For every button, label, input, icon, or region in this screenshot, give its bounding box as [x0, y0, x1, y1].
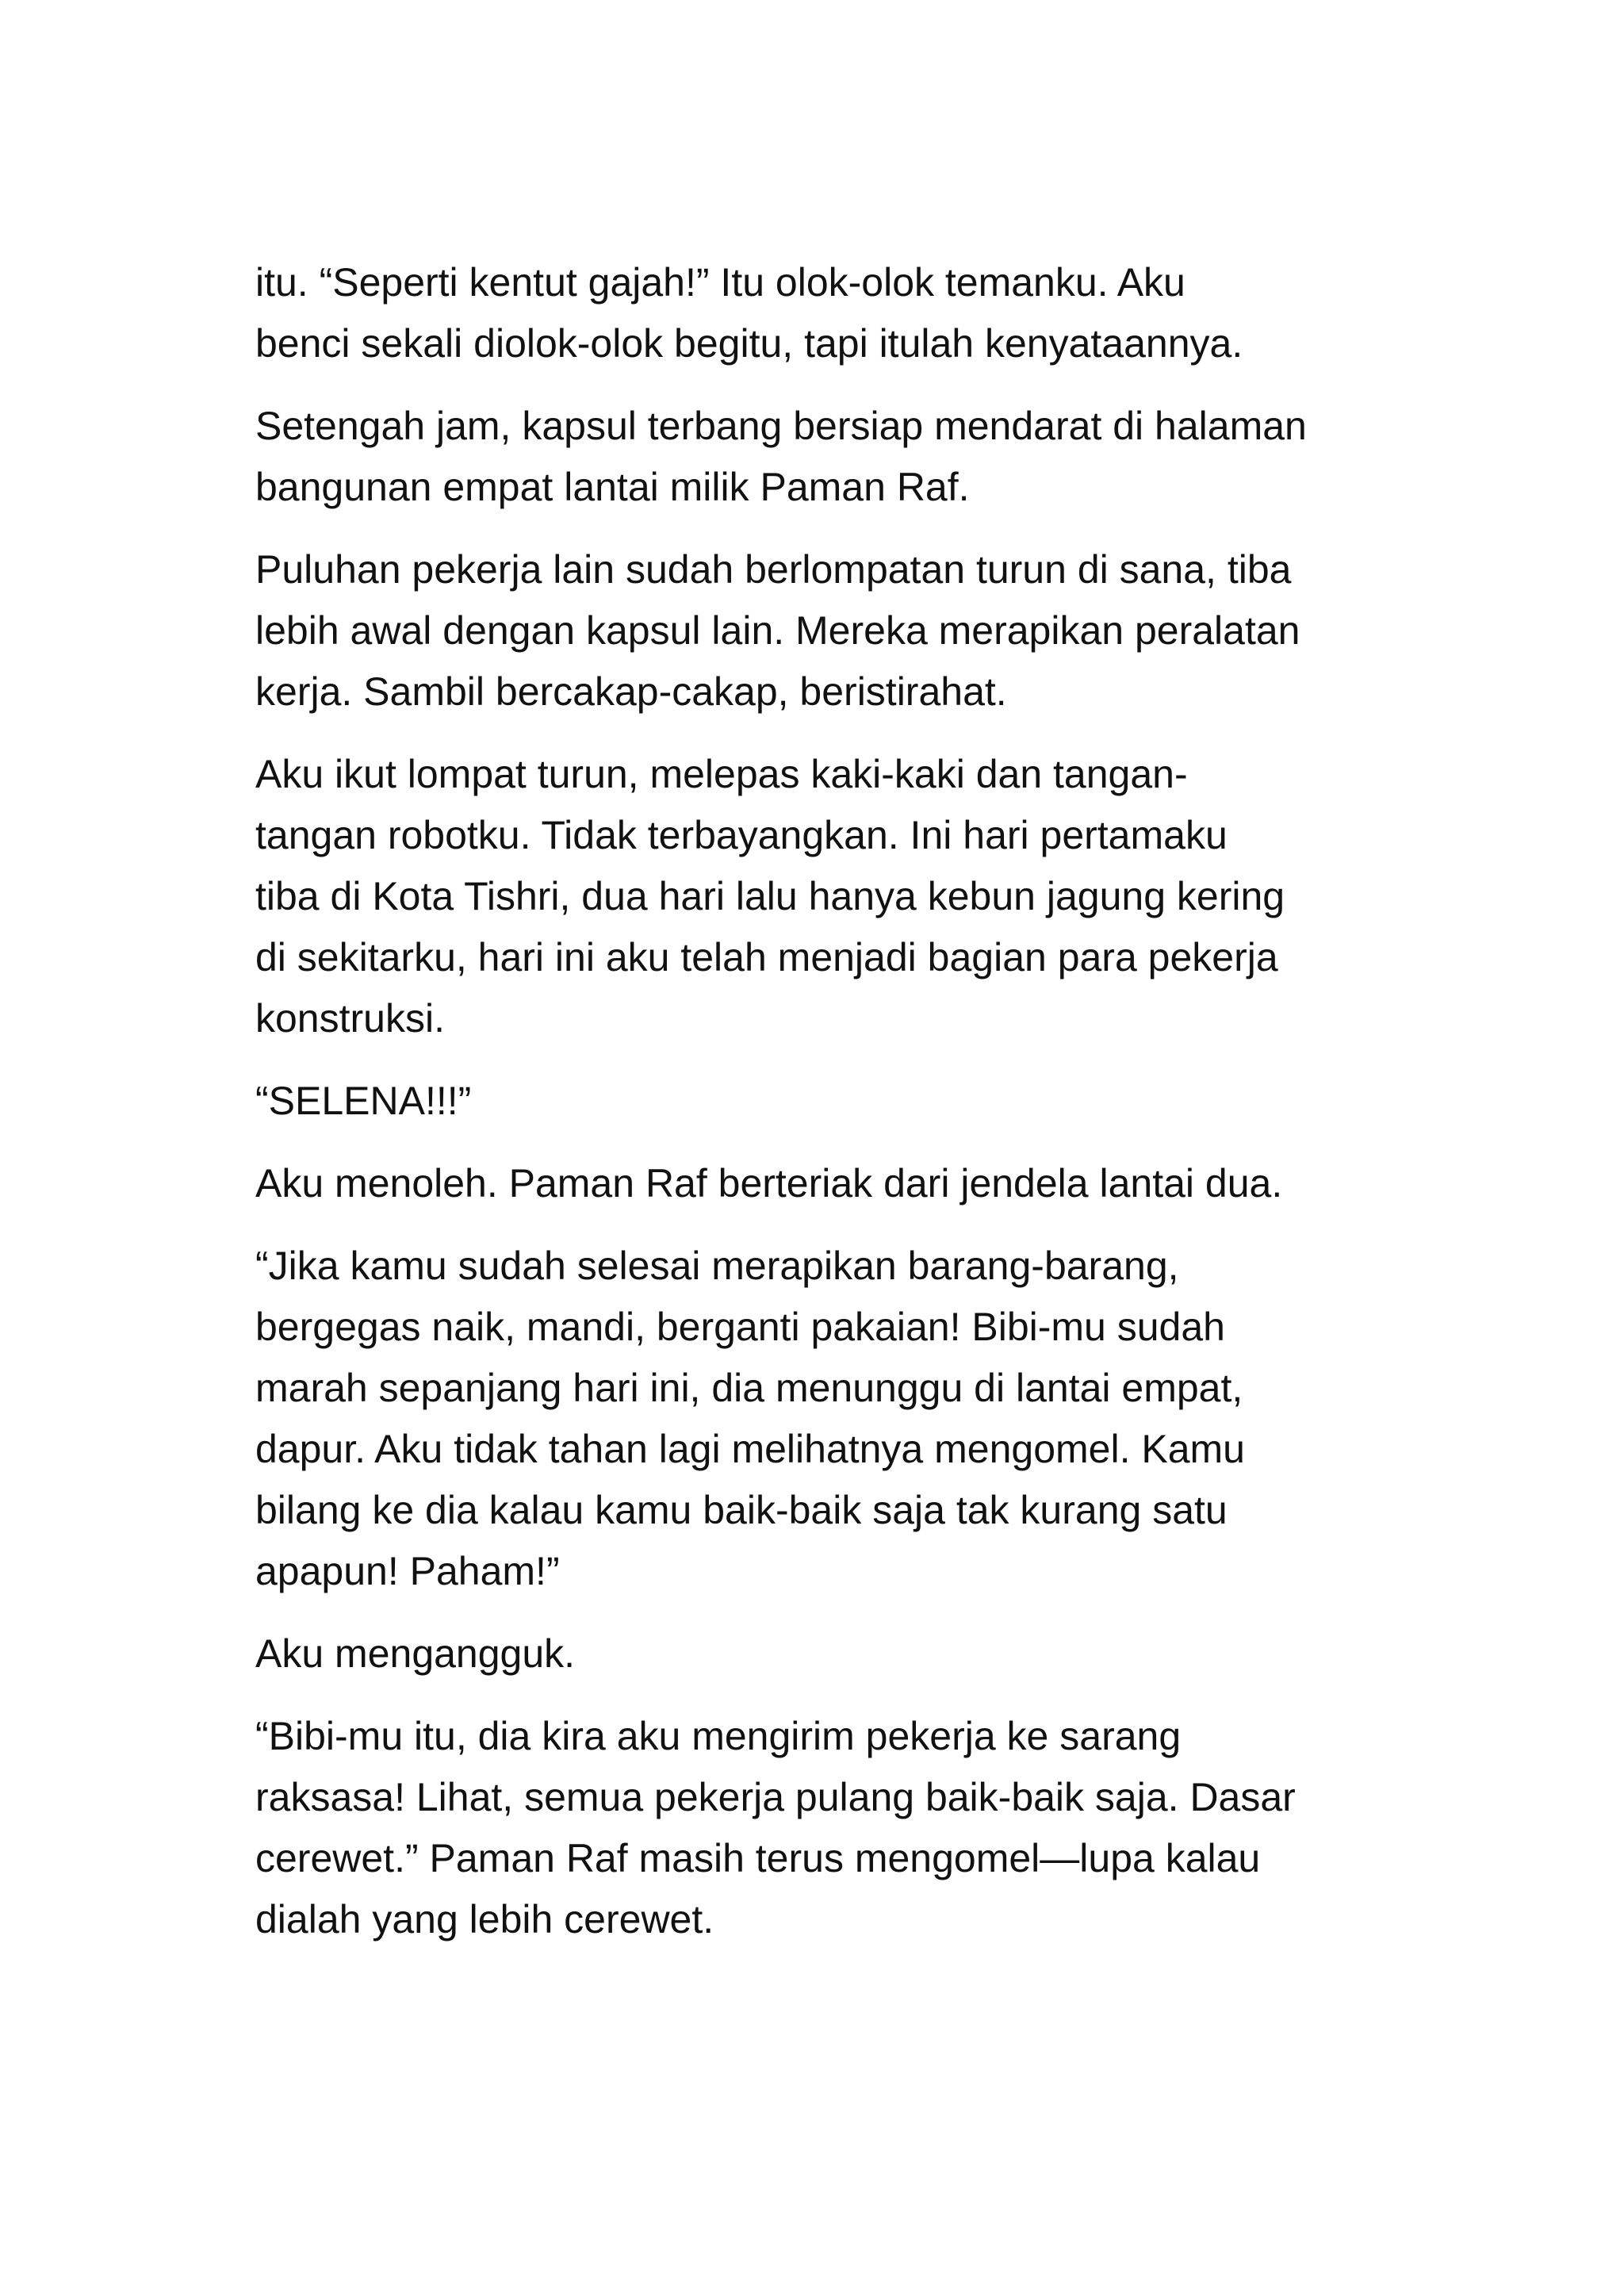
text-line: cerewet.” Paman Raf masih terus mengomel—lupa kalau	[255, 1836, 1261, 1880]
document-body	[255, 252, 1381, 1972]
paragraph	[255, 1706, 1381, 1950]
text-line: Aku mengangguk.	[255, 1631, 576, 1676]
text-line: tangan robotku. Tidak terbayangkan. Ini hari pertamaku	[255, 813, 1228, 857]
text-line: lebih awal dengan kapsul lain. Mereka merapikan peralatan	[255, 608, 1300, 653]
text-line: tiba di Kota Tishri, dua hari lalu hanya kebun jagung kering	[255, 874, 1285, 918]
paragraph	[255, 744, 1381, 1049]
text-line: “Bibi-mu itu, dia kira aku mengirim pekerja ke sarang	[255, 1714, 1182, 1758]
text-line: marah sepanjang hari ini, dia menunggu di lantai empat,	[255, 1366, 1243, 1410]
text-line: itu. “Seperti kentut gajah!” Itu olok-olok temanku. Aku	[255, 260, 1185, 305]
text-line: “SELENA!!!”	[255, 1079, 472, 1123]
paragraph	[255, 1071, 1381, 1132]
text-line: benci sekali diolok-olok begitu, tapi itulah kenyataannya.	[255, 321, 1243, 366]
text-line: Aku menoleh. Paman Raf berteriak dari jendela lantai dua.	[255, 1161, 1283, 1205]
text-line: apapun! Paham!”	[255, 1549, 560, 1593]
text-line: Puluhan pekerja lain sudah berlompatan turun di sana, tiba	[255, 547, 1292, 592]
paragraph	[255, 252, 1381, 374]
text-line: kerja. Sambil bercakap-cakap, beristirahat.	[255, 669, 1007, 714]
text-line: Setengah jam, kapsul terbang bersiap mendarat di halaman	[255, 404, 1307, 448]
text-line: dapur. Aku tidak tahan lagi melihatnya mengomel. Kamu	[255, 1427, 1245, 1471]
text-line: bergegas naik, mandi, berganti pakaian! Bibi-mu sudah	[255, 1305, 1225, 1349]
text-line: bangunan empat lantai milik Paman Raf.	[255, 465, 970, 509]
paragraph	[255, 396, 1381, 518]
text-line: bilang ke dia kalau kamu baik-baik saja tak kurang satu	[255, 1488, 1228, 1532]
text-line: raksasa! Lihat, semua pekerja pulang baik-baik saja. Dasar	[255, 1775, 1296, 1819]
paragraph	[255, 539, 1381, 723]
paragraph	[255, 1623, 1381, 1685]
text-line: dialah yang lebih cerewet.	[255, 1897, 714, 1941]
paragraph	[255, 1153, 1381, 1214]
text-line: di sekitarku, hari ini aku telah menjadi bagian para pekerja	[255, 935, 1278, 979]
paragraph	[255, 1236, 1381, 1602]
text-line: “Jika kamu sudah selesai merapikan barang-barang,	[255, 1244, 1179, 1288]
text-line: konstruksi.	[255, 996, 445, 1041]
text-line: Aku ikut lompat turun, melepas kaki-kaki dan tangan-	[255, 752, 1188, 796]
